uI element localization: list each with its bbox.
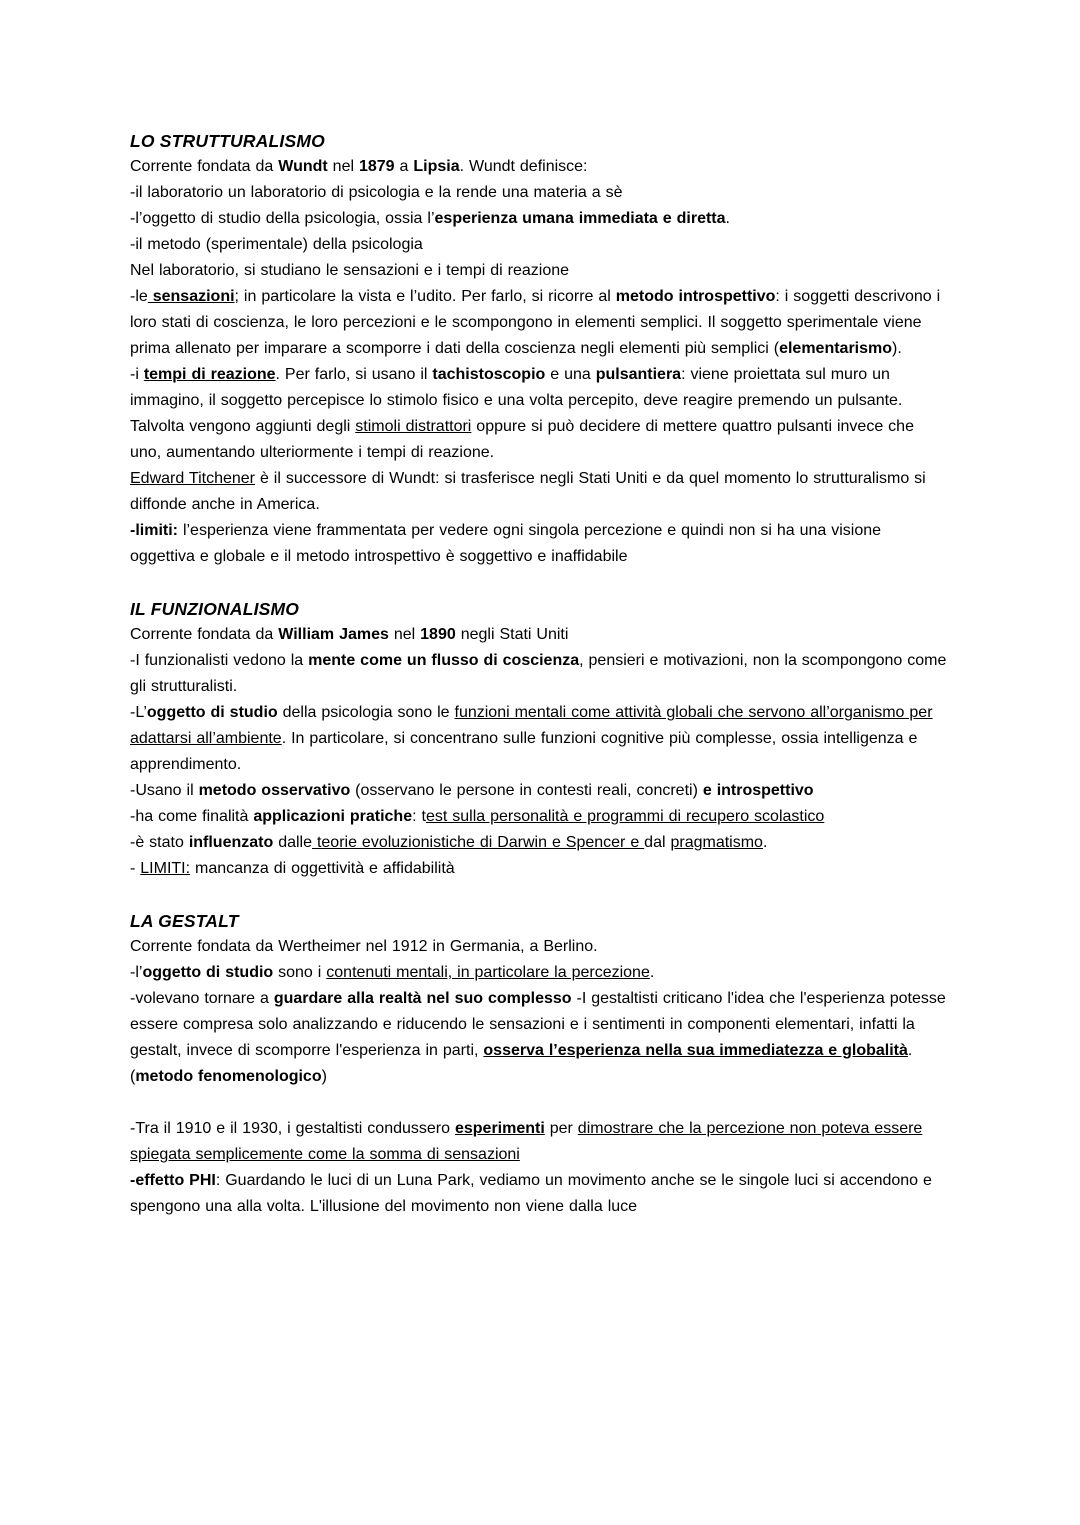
text-run: oggetto di studio [142, 964, 274, 981]
text-run: -volevano tornare a [130, 990, 274, 1007]
text-run: guardare alla realtà nel suo complesso [273, 990, 572, 1007]
text-run: metodo osservativo [198, 782, 351, 799]
text-run: e introspettivo [702, 782, 814, 799]
text-run: esperimenti [454, 1120, 545, 1137]
text-run: (osservano le persone in contesti reali, concreti) [350, 782, 703, 799]
text-run: mente come un flusso di coscienza [308, 652, 580, 669]
text-run: nel [388, 626, 421, 643]
paragraph [130, 518, 950, 570]
text-run: , pensieri e motivazioni, non la scompongono come gli strutturalisti. [130, 652, 947, 695]
text-run: Lipsia [413, 158, 460, 175]
paragraph [130, 1168, 950, 1220]
text-run: . In particolare, si concentrano sulle funzioni cognitive più complesse, ossia intelligenza e apprendimento. [130, 730, 918, 773]
text-run: -i [130, 366, 144, 383]
text-run: : Guardando le luci di un Luna Park, vediamo un movimento anche se le singole luci si accendono e spengono una alla volta. L'illusione del movimento non viene dalla luce [130, 1172, 932, 1215]
paragraph [130, 1116, 950, 1168]
text-run: nel [327, 158, 359, 175]
text-run: tachistoscopio [432, 366, 546, 383]
text-run: Corrente fondata da [130, 626, 279, 643]
text-run: dimostrare che la percezione non poteva essere spiegata semplicemente come la somma di sensazioni [130, 1120, 923, 1163]
text-run: ). [892, 340, 902, 357]
paragraph [130, 362, 950, 466]
text-run: : viene proiettata sul muro un immagino, il soggetto percepisce lo stimolo fisico e una volta percepito, deve reagire premendo un pulsante. Talvolta vengono aggiunti degli [130, 366, 903, 435]
paragraph [130, 960, 950, 986]
text-run: a [394, 158, 414, 175]
text-run: metodo fenomenologico [135, 1068, 322, 1085]
paragraph [130, 622, 950, 648]
text-run: applicazioni pratiche [253, 808, 413, 825]
text-run: elementarismo [779, 340, 893, 357]
text-run: osserva l’esperienza nella sua immediatezza e globalità [483, 1042, 908, 1059]
paragraph [130, 284, 950, 362]
blank-line [130, 1090, 950, 1116]
text-run: ; in particolare la vista e l’udito. Per farlo, si ricorre al [234, 288, 616, 305]
section-heading: IL FUNZIONALISMO [130, 599, 300, 619]
text-run: -è stato [130, 834, 189, 851]
text-run: è il successore di Wundt: si trasferisce negli Stati Uniti e da quel momento lo strutturalismo si diffonde anche in America. [130, 470, 926, 513]
text-run: -L’ [130, 704, 147, 721]
text-run: oppure si può decidere di mettere quattro pulsanti invece che uno, aumentando ulteriormente i tempi di reazione. [130, 418, 914, 461]
text-run: William James [278, 626, 389, 643]
section-funzionalismo [130, 596, 950, 882]
paragraph [130, 258, 950, 284]
text-run: mancanza di oggettività e affidabilità [190, 860, 455, 877]
paragraph [130, 232, 950, 258]
text-run: ) [321, 1068, 327, 1085]
text-run: 1879 [358, 158, 395, 175]
text-run: . Wundt definisce: [459, 158, 588, 175]
text-run: e una [545, 366, 596, 383]
text-run: stimoli distrattori [355, 418, 472, 435]
section-strutturalismo [130, 128, 950, 570]
text-run: della psicologia sono le [277, 704, 455, 721]
text-run: LIMITI: [140, 860, 191, 877]
paragraph [130, 986, 950, 1064]
section-heading: LA GESTALT [130, 911, 239, 931]
text-run: -I funzionalisti vedono la [130, 652, 309, 669]
text-run: : t [412, 808, 426, 825]
text-run: pulsantiera [595, 366, 682, 383]
paragraph [130, 1064, 950, 1090]
text-run: . [725, 210, 730, 227]
text-run: Nel laboratorio, si studiano le sensazioni e i tempi di reazione [130, 262, 570, 279]
text-run: negli Stati Uniti [455, 626, 569, 643]
paragraph [130, 804, 950, 830]
text-run: -Tra il 1910 e il 1930, i gestaltisti condussero [130, 1120, 455, 1137]
text-run: l’esperienza viene frammentata per vedere ogni singola percezione e quindi non si ha una visione oggettiva e globale e il metodo introspettivo è soggettivo e inaffidabile [130, 522, 882, 565]
paragraph [130, 648, 950, 700]
text-run: per [544, 1120, 578, 1137]
text-run: sensazioni [147, 288, 235, 305]
text-run: . Per farlo, si usano il [275, 366, 433, 383]
paragraph [130, 934, 950, 960]
paragraph [130, 778, 950, 804]
text-run: . [907, 1042, 913, 1059]
text-run: -le [130, 288, 148, 305]
paragraph [130, 700, 950, 778]
text-run: pragmatismo [670, 834, 763, 851]
text-run: . [649, 964, 655, 981]
text-run: funzioni mentali come attività globali che servono all’organismo per adattarsi all’ambiente [130, 704, 933, 747]
paragraph [130, 830, 950, 856]
text-run: oggetto di studio [146, 704, 278, 721]
text-run: -ha come finalità [130, 808, 254, 825]
text-run: -il laboratorio un laboratorio di psicologia e la rende una materia a sè [130, 184, 623, 201]
text-run: . [762, 834, 768, 851]
text-run: est sulla personalità e programmi di recupero scolastico [425, 808, 825, 825]
text-run: esperienza umana immediata e diretta [434, 210, 726, 227]
section-heading: LO STRUTTURALISMO [130, 131, 325, 151]
text-run: sono i [273, 964, 327, 981]
text-run: influenzato [188, 834, 274, 851]
text-run: -l’ [130, 964, 143, 981]
text-run: - [130, 860, 141, 877]
text-run: Corrente fondata da Wertheimer nel 1912 in Germania, a Berlino. [130, 938, 598, 955]
text-run: Edward Titchener [130, 470, 256, 487]
paragraph [130, 206, 950, 232]
paragraph [130, 180, 950, 206]
text-run: -il metodo (sperimentale) della psicologia [130, 236, 423, 253]
paragraph [130, 154, 950, 180]
text-run: -I gestaltisti criticano l'idea che l'esperienza potesse essere compresa solo analizzando e riducendo le sensazioni e i sentimenti in componenti elementari, infatti la gestalt, invece di scomporre l'esperienza in parti, [130, 990, 946, 1059]
text-run: -effetto PHI [130, 1172, 216, 1189]
text-run: -limiti: [130, 522, 178, 539]
text-run: 1890 [420, 626, 456, 643]
text-run: tempi di reazione [143, 366, 276, 383]
text-run: : i soggetti descrivono i loro stati di coscienza, le loro percezioni e le scompongono in elementi semplici. Il soggetto sperimentale viene prima allenato per imparare a scomporre i dati della coscienza negli elementi più semplici ( [130, 288, 941, 357]
text-run: -l’oggetto di studio della psicologia, ossia l’ [130, 210, 435, 227]
text-run: contenuti mentali, in particolare la percezione [326, 964, 650, 981]
paragraph [130, 856, 950, 882]
paragraph [130, 466, 950, 518]
text-run: -Usano il [130, 782, 199, 799]
document-body [130, 128, 950, 1220]
text-run: dal [644, 834, 671, 851]
text-run: teorie evoluzionistiche di Darwin e Spencer e [312, 834, 645, 851]
text-run: ( [130, 1068, 136, 1085]
text-run: metodo introspettivo [615, 288, 776, 305]
text-run: Corrente fondata da [130, 158, 279, 175]
text-run: dalle [273, 834, 312, 851]
text-run: Wundt [278, 158, 328, 175]
section-gestalt [130, 908, 950, 1220]
